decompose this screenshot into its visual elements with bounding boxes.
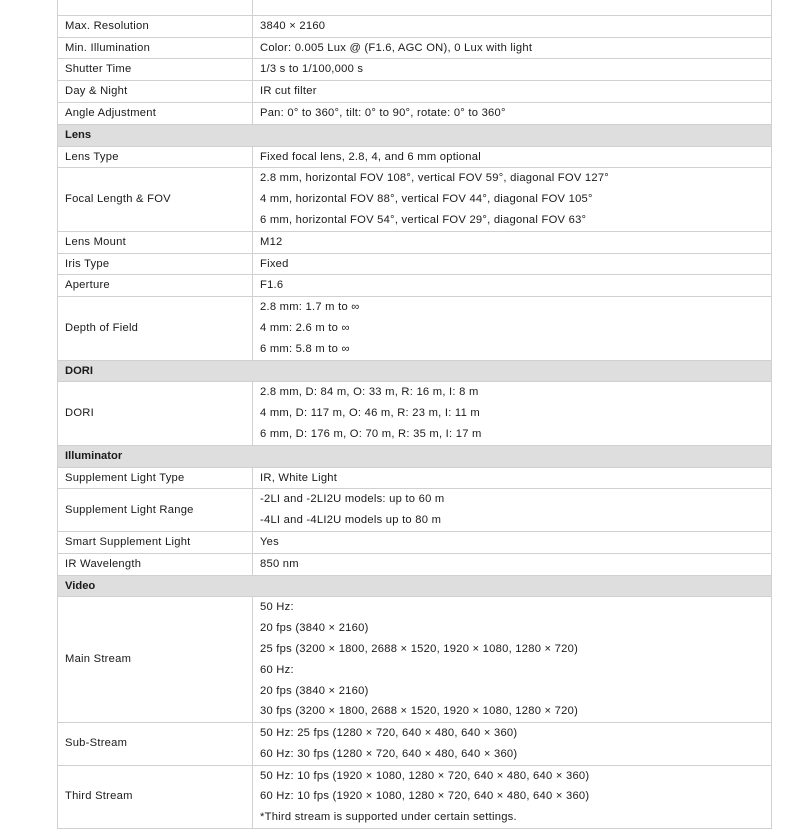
- section-header: [58, 124, 772, 146]
- spec-value-line: 4 mm: 2.6 m to ∞: [260, 321, 350, 334]
- spec-value: [253, 168, 772, 231]
- spec-value-line: IR, White Light: [260, 471, 338, 484]
- spec-label: Shutter Time: [58, 59, 253, 81]
- spec-value: [253, 597, 772, 723]
- spec-row: [58, 467, 772, 489]
- spec-value-line: 20 fps (3840 × 2160): [260, 622, 369, 635]
- spec-value-line: [260, 0, 764, 15]
- spec-label: Aperture: [58, 275, 253, 297]
- spec-label: Depth of Field: [58, 297, 253, 360]
- spec-value-line: 60 Hz:: [260, 663, 294, 676]
- spec-value-line: 60 Hz: 10 fps (1920 × 1080, 1280 × 720, 640 × 480, 640 × 360): [260, 790, 590, 803]
- spec-row: [58, 59, 772, 81]
- spec-row: [58, 146, 772, 168]
- spec-label: Max. Resolution: [58, 15, 253, 37]
- spec-row: [58, 81, 772, 103]
- spec-value-line: Fixed focal lens, 2.8, 4, and 6 mm optional: [260, 150, 481, 163]
- spec-value-line: 6 mm, horizontal FOV 54°, vertical FOV 29°, diagonal FOV 63°: [260, 213, 587, 226]
- spec-row: [58, 553, 772, 575]
- section-header: [58, 360, 772, 382]
- spec-label: Iris Type: [58, 253, 253, 275]
- spec-value-line: 850 nm: [260, 557, 299, 570]
- spec-row: [58, 0, 772, 15]
- spec-value: [253, 146, 772, 168]
- spec-row: [58, 489, 772, 532]
- spec-value: [253, 297, 772, 360]
- spec-row: [58, 102, 772, 124]
- spec-value-line: 50 Hz:: [260, 601, 294, 614]
- spec-label: DORI: [58, 382, 253, 445]
- spec-label: Angle Adjustment: [58, 102, 253, 124]
- spec-value-line: 2.8 mm, D: 84 m, O: 33 m, R: 16 m, I: 8 m: [260, 386, 479, 399]
- spec-value-line: 50 Hz: 25 fps (1280 × 720, 640 × 480, 640 × 360): [260, 727, 518, 740]
- spec-value-line: M12: [260, 235, 283, 248]
- spec-label: Lens Type: [58, 146, 253, 168]
- spec-row: [58, 15, 772, 37]
- spec-label: Main Stream: [58, 597, 253, 723]
- spec-row: [58, 297, 772, 360]
- spec-row: [58, 723, 772, 766]
- section-title: DORI: [58, 360, 772, 382]
- spec-value: [253, 531, 772, 553]
- spec-value-line: -4LI and -4LI2U models up to 80 m: [260, 514, 442, 527]
- spec-value: [253, 0, 772, 15]
- spec-value-line: Color: 0.005 Lux @ (F1.6, AGC ON), 0 Lux with light: [260, 41, 533, 54]
- spec-row: [58, 531, 772, 553]
- spec-value: [253, 15, 772, 37]
- spec-value-line: *Third stream is supported under certain settings.: [260, 811, 517, 824]
- spec-row: [58, 382, 772, 445]
- spec-label: Supplement Light Type: [58, 467, 253, 489]
- spec-value: [253, 275, 772, 297]
- spec-label: Min. Illumination: [58, 37, 253, 59]
- spec-value-line: 1/3 s to 1/100,000 s: [260, 63, 364, 76]
- spec-label: Lens Mount: [58, 231, 253, 253]
- spec-value-line: 4 mm, horizontal FOV 88°, vertical FOV 44°, diagonal FOV 105°: [260, 193, 593, 206]
- spec-value-line: 4 mm, D: 117 m, O: 46 m, R: 23 m, I: 11 m: [260, 407, 480, 420]
- spec-value-line: Fixed: [260, 257, 289, 270]
- spec-value-line: 2.8 mm, horizontal FOV 108°, vertical FOV 59°, diagonal FOV 127°: [260, 172, 610, 185]
- section-header: [58, 445, 772, 467]
- spec-row: [58, 597, 772, 723]
- spec-row: [58, 231, 772, 253]
- spec-value-line: 6 mm, D: 176 m, O: 70 m, R: 35 m, I: 17 m: [260, 427, 482, 440]
- spec-value-line: 6 mm: 5.8 m to ∞: [260, 342, 350, 355]
- spec-table: [57, 0, 772, 829]
- spec-label: Day & Night: [58, 81, 253, 103]
- spec-label: Sub-Stream: [58, 723, 253, 766]
- spec-value-line: 3840 × 2160: [260, 19, 326, 32]
- spec-value: [253, 765, 772, 828]
- spec-value-line: 30 fps (3200 × 1800, 2688 × 1520, 1920 × 1080, 1280 × 720): [260, 705, 579, 718]
- spec-value: [253, 489, 772, 532]
- spec-value-line: Yes: [260, 535, 279, 548]
- spec-value: [253, 102, 772, 124]
- spec-value-line: -2LI and -2LI2U models: up to 60 m: [260, 493, 445, 506]
- spec-label: Focal Length & FOV: [58, 168, 253, 231]
- spec-label: Smart Supplement Light: [58, 531, 253, 553]
- spec-value-line: 25 fps (3200 × 1800, 2688 × 1520, 1920 × 1080, 1280 × 720): [260, 642, 579, 655]
- spec-value: [253, 231, 772, 253]
- spec-value-line: 50 Hz: 10 fps (1920 × 1080, 1280 × 720, 640 × 480, 640 × 360): [260, 769, 590, 782]
- section-title: Lens: [58, 124, 772, 146]
- spec-row: [58, 37, 772, 59]
- spec-value: [253, 253, 772, 275]
- spec-row: [58, 168, 772, 231]
- spec-row: [58, 275, 772, 297]
- spec-value: [253, 59, 772, 81]
- spec-value-line: 20 fps (3840 × 2160): [260, 684, 369, 697]
- spec-value-line: 60 Hz: 30 fps (1280 × 720, 640 × 480, 640 × 360): [260, 747, 518, 760]
- section-title: Video: [58, 575, 772, 597]
- spec-value: [253, 382, 772, 445]
- spec-value-line: Pan: 0° to 360°, tilt: 0° to 90°, rotate: 0° to 360°: [260, 106, 506, 119]
- spec-label: [58, 0, 253, 15]
- spec-table-body: [58, 0, 772, 829]
- spec-value: [253, 467, 772, 489]
- spec-row: [58, 253, 772, 275]
- spec-label: Supplement Light Range: [58, 489, 253, 532]
- spec-label: IR Wavelength: [58, 553, 253, 575]
- spec-value: [253, 553, 772, 575]
- spec-value-line: IR cut filter: [260, 85, 317, 98]
- spec-label: Third Stream: [58, 765, 253, 828]
- spec-value: [253, 81, 772, 103]
- spec-value: [253, 723, 772, 766]
- spec-value-line: F1.6: [260, 279, 284, 292]
- section-title: Illuminator: [58, 445, 772, 467]
- spec-value: [253, 37, 772, 59]
- spec-value-line: 2.8 mm: 1.7 m to ∞: [260, 301, 360, 314]
- spec-row: [58, 765, 772, 828]
- section-header: [58, 575, 772, 597]
